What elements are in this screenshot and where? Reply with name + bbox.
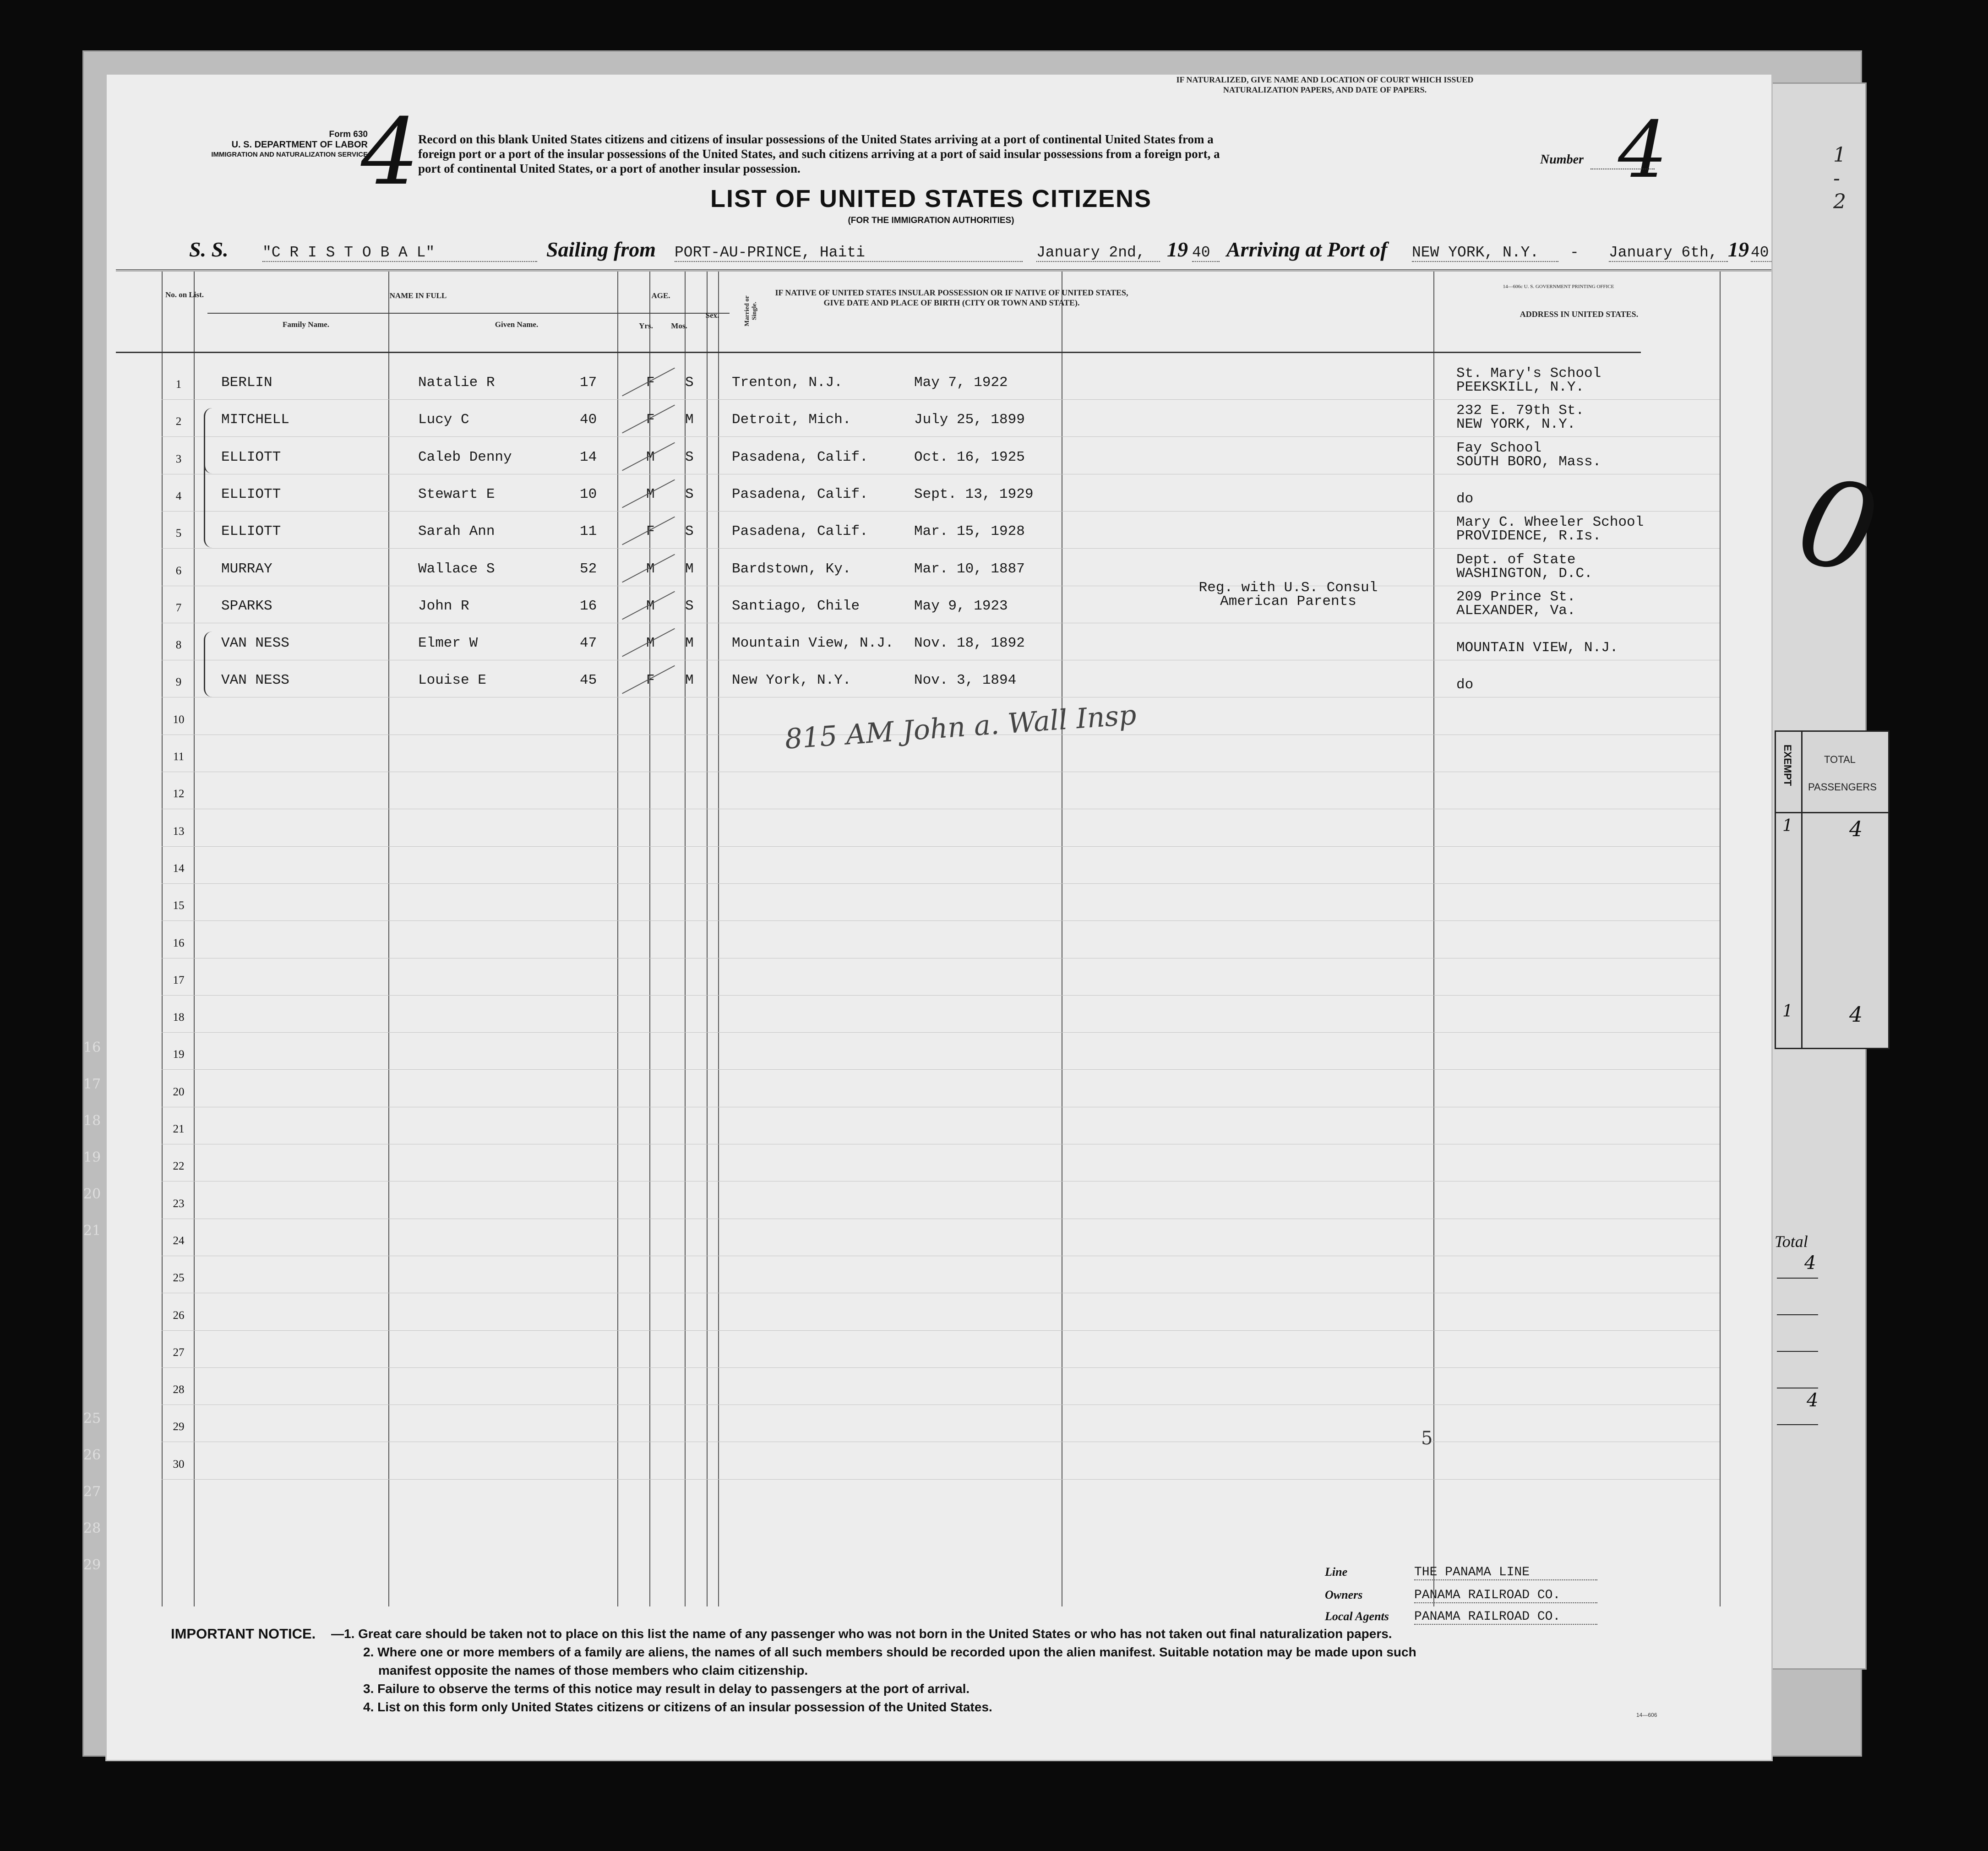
row-number: 5: [175, 527, 182, 540]
row-number: 26: [173, 1309, 185, 1322]
arrival-date: January 6th,: [1609, 244, 1728, 262]
row-number: 1: [175, 378, 182, 391]
age-years: 10: [580, 486, 597, 502]
row-number: 19: [173, 1048, 185, 1061]
age-years: 14: [580, 449, 597, 465]
row-number: 4: [175, 490, 182, 502]
address-line-2: PROVIDENCE, R.Is.: [1456, 528, 1601, 544]
row-rule: [162, 846, 1720, 847]
marital-status: S: [685, 449, 694, 465]
age-years: 45: [580, 672, 597, 689]
address-line-2: PEEKSKILL, N.Y.: [1456, 379, 1585, 395]
birth-date: Nov. 18, 1892: [914, 635, 1025, 652]
row-number: 8: [175, 639, 182, 652]
address-line-2: NEW YORK, N.Y.: [1456, 416, 1576, 433]
col-line-naturalized: [1433, 272, 1434, 1606]
margin-number: 27: [83, 1484, 101, 1500]
age-years: 52: [580, 561, 597, 577]
notice-item-2b: manifest opposite the names of those members who claim citizenship.: [378, 1663, 808, 1677]
ss-label: S. S.: [189, 238, 229, 261]
address-line-2: do: [1456, 490, 1474, 507]
col-yrs: Yrs.: [639, 321, 653, 330]
row-number: 14: [173, 862, 185, 875]
col-line-family: [388, 272, 389, 1606]
row-number: 22: [173, 1160, 185, 1173]
tally-row2-value: 4: [1849, 1002, 1863, 1027]
margin-number: 21: [83, 1223, 101, 1239]
sail-date: January 2nd,: [1036, 244, 1160, 262]
row-rule: [162, 1032, 1720, 1033]
page-subtitle: (FOR THE IMMIGRATION AUTHORITIES): [848, 216, 1014, 225]
marital-status: S: [685, 375, 694, 391]
family-name: MURRAY: [221, 561, 272, 577]
col-line-given: [617, 272, 618, 1606]
record-line-2: foreign port or a port of the insular possessions of the United States, and such citizens arriving at a port of said insular possessions from a foreign port, a: [418, 147, 1220, 161]
marital-status: S: [685, 598, 694, 614]
marital-status: M: [685, 561, 694, 577]
birth-place: Pasadena, Calif.: [732, 523, 868, 540]
birth-date: May 9, 1923: [914, 598, 1008, 614]
sex: F: [646, 375, 655, 391]
margin-number: 29: [83, 1557, 101, 1573]
given-name: Louise E: [418, 672, 486, 689]
tally-row2-left: 1: [1782, 1002, 1793, 1021]
margin-number: 18: [83, 1113, 101, 1129]
family-bracket: [204, 632, 213, 697]
corner-mark: 1 - 2: [1833, 143, 1846, 213]
ship-name: "C R I S T O B A L": [262, 244, 537, 262]
record-instructions: [418, 132, 1590, 176]
age-years: 47: [580, 635, 597, 652]
address-line-1: Fay School: [1456, 440, 1542, 456]
row-number: 9: [175, 676, 182, 689]
birth-date: Nov. 3, 1894: [914, 672, 1017, 689]
family-name: ELLIOTT: [221, 486, 281, 502]
arrival-year-prefix: 19: [1728, 238, 1749, 261]
given-name: John R: [418, 598, 469, 614]
given-name: Wallace S: [418, 561, 495, 577]
number-label: Number: [1540, 152, 1584, 167]
row-rule: [162, 1330, 1720, 1331]
row-number: 7: [175, 601, 182, 614]
address-line-2: SOUTH BORO, Mass.: [1456, 453, 1601, 470]
age-years: 11: [580, 523, 597, 540]
margin-number: 25: [83, 1410, 101, 1426]
tally-exempt-header: EXEMPT: [1782, 744, 1794, 786]
sex: M: [646, 635, 655, 652]
stray-mark: 5: [1421, 1428, 1433, 1449]
row-number: 23: [173, 1197, 185, 1210]
arrival-dash: -: [1570, 244, 1579, 261]
address-line-1: Mary C. Wheeler School: [1456, 514, 1644, 531]
col-age: AGE.: [651, 291, 670, 300]
row-number: 20: [173, 1085, 185, 1098]
tally-divider-v: [1801, 732, 1803, 1048]
row-number: 17: [173, 974, 185, 986]
from-port: PORT-AU-PRINCE, Haiti: [675, 244, 1023, 262]
birth-place: Mountain View, N.J.: [732, 635, 894, 652]
check-mark: [622, 442, 675, 471]
line-label: Line: [1325, 1565, 1348, 1579]
sail-year-prefix: 19: [1167, 238, 1188, 261]
row-number: 13: [173, 825, 185, 838]
row-number: 29: [173, 1421, 185, 1433]
side-tally-box: [1775, 730, 1890, 1049]
birth-place: Pasadena, Calif.: [732, 486, 868, 502]
age-years: 16: [580, 598, 597, 614]
row-number: 25: [173, 1272, 185, 1285]
birth-place: Pasadena, Calif.: [732, 449, 868, 465]
row-number: 6: [175, 564, 182, 577]
birth-place: Trenton, N.J.: [732, 375, 843, 391]
row-number: 21: [173, 1123, 185, 1135]
total-line: [1777, 1424, 1818, 1425]
row-rule: [162, 1479, 1720, 1480]
row-number: 27: [173, 1346, 185, 1359]
arrival-year: 40: [1751, 244, 1771, 262]
check-mark: [622, 405, 675, 434]
row-rule: [162, 511, 1720, 512]
margin-scrawl: 0: [1786, 451, 1890, 602]
total-value-2: 4: [1807, 1390, 1819, 1411]
row-number: 16: [173, 936, 185, 949]
col-line-yrs: [649, 272, 650, 1606]
address-line-2: do: [1456, 677, 1474, 693]
row-rule: [162, 995, 1720, 996]
col-family: Family Name.: [283, 320, 329, 329]
birth-place: Detroit, Mich.: [732, 412, 851, 428]
margin-number: 17: [83, 1076, 101, 1092]
margin-number: 26: [83, 1447, 101, 1463]
birth-date: Oct. 16, 1925: [914, 449, 1025, 465]
address-line-1: 232 E. 79th St.: [1456, 403, 1585, 419]
check-mark: [622, 517, 675, 545]
total-label: Total: [1775, 1232, 1808, 1251]
tally-passengers-header: PASSENGERS: [1808, 781, 1877, 793]
check-mark: [622, 479, 675, 508]
check-mark: [622, 368, 675, 397]
birth-date: Sept. 13, 1929: [914, 486, 1034, 502]
notice-heading: IMPORTANT NOTICE.: [171, 1626, 316, 1642]
naturalized-note-2: American Parents: [1220, 593, 1356, 610]
address-line-1: 209 Prince St.: [1456, 588, 1576, 605]
marital-status: M: [685, 412, 694, 428]
row-number: 24: [173, 1234, 185, 1247]
notice-item-3: 3. Failure to observe the terms of this notice may result in delay to passengers at the port of arrival.: [363, 1682, 970, 1696]
given-name: Caleb Denny: [418, 449, 512, 465]
check-mark: [622, 628, 675, 657]
margin-number: 20: [83, 1186, 101, 1202]
col-line-mos: [685, 272, 686, 1606]
birth-date: Mar. 15, 1928: [914, 523, 1025, 540]
family-bracket: [204, 408, 213, 548]
col-address: ADDRESS IN UNITED STATES.: [1520, 310, 1639, 319]
birth-place: New York, N.Y.: [732, 672, 851, 689]
sex: M: [646, 598, 655, 614]
agents-value: PANAMA RAILROAD CO.: [1414, 1610, 1597, 1625]
row-number: 3: [175, 452, 182, 465]
total-line: [1777, 1278, 1818, 1279]
sex: F: [646, 672, 655, 689]
total-value-1: 4: [1804, 1252, 1816, 1274]
col-mos: Mos.: [671, 321, 687, 330]
tally-divider-h: [1776, 812, 1888, 813]
col-line-sex: [707, 272, 708, 1606]
birth-place: Santiago, Chile: [732, 598, 860, 614]
check-mark: [622, 554, 675, 583]
check-mark: [622, 665, 675, 694]
row-number: 12: [173, 788, 185, 800]
col-line-ms: [718, 272, 719, 1606]
header-bottom-rule: [116, 352, 1641, 353]
owners-value: PANAMA RAILROAD CO.: [1414, 1588, 1597, 1603]
name-in-full-rule: [207, 313, 730, 314]
row-number: 10: [173, 713, 185, 726]
notice-code: 14—606: [1636, 1712, 1657, 1718]
notice-item-1: —1. Great care should be taken not to place on this list the name of any passenger who was not born in the United States or who has not taken out final naturalization papers.: [331, 1627, 1392, 1641]
row-number: 15: [173, 899, 185, 912]
col-given: Given Name.: [495, 320, 539, 329]
sail-year: 40: [1192, 244, 1220, 262]
marital-status: S: [685, 523, 694, 540]
agents-label: Local Agents: [1325, 1610, 1389, 1623]
printing-office-code: 14—606c U. S. GOVERNMENT PRINTING OFFICE: [1503, 284, 1614, 289]
family-name: ELLIOTT: [221, 449, 281, 465]
handwritten-page-number: 4: [361, 99, 419, 206]
arriving-label: Arriving at Port of: [1226, 238, 1388, 261]
form-header: [153, 130, 368, 160]
sex: F: [646, 412, 655, 428]
family-name: VAN NESS: [221, 672, 289, 689]
family-name: ELLIOTT: [221, 523, 281, 540]
col-birth: IF NATIVE OF UNITED STATES INSULAR POSSESSION OR IF NATIVE OF UNITED STATES, GIVE DATE AND PLACE OF BIRTH (CITY OR TOWN AND STATE).: [775, 288, 1128, 307]
tally-total-header: TOTAL: [1824, 754, 1856, 765]
address-line-2: WASHINGTON, D.C.: [1456, 565, 1593, 582]
owners-label: Owners: [1325, 1588, 1363, 1601]
given-name: Lucy C: [418, 412, 469, 428]
naturalized-note-1: Reg. with U.S. Consul: [1198, 579, 1378, 596]
sex: M: [646, 486, 655, 502]
margin-number: 28: [83, 1520, 101, 1536]
address-line-1: St. Mary's School: [1456, 365, 1601, 381]
record-line-3: port of continental United States, or a port of another insular possession.: [418, 162, 801, 175]
family-name: VAN NESS: [221, 635, 289, 652]
record-line-1: Record on this blank United States citizens and citizens of insular possessions of the United States arriving at a port of continental United States from a: [418, 132, 1214, 146]
given-name: Sarah Ann: [418, 523, 495, 540]
col-no: No. on List.: [165, 290, 204, 299]
row-rule: [162, 920, 1720, 921]
marital-status: M: [685, 635, 694, 652]
tally-row1-left: 1: [1782, 817, 1793, 835]
given-name: Stewart E: [418, 486, 495, 502]
number-value: 4: [1618, 105, 1668, 196]
birth-place: Bardstown, Ky.: [732, 561, 851, 577]
row-number: 18: [173, 1011, 185, 1024]
birth-date: Mar. 10, 1887: [914, 561, 1025, 577]
address-line-1: Dept. of State: [1456, 551, 1576, 568]
page-title: LIST OF UNITED STATES CITIZENS: [710, 185, 1152, 212]
given-name: Elmer W: [418, 635, 478, 652]
row-number: 28: [173, 1383, 185, 1396]
col-line-address: [1720, 272, 1721, 1606]
given-name: Natalie R: [418, 375, 495, 391]
notice-item-2: 2. Where one or more members of a family are aliens, the names of all such members should be recorded upon the alien manifest. Suitable notation may be made upon such: [363, 1645, 1416, 1659]
inspector-signature: 815 AM John a. Wall Insp: [784, 699, 1138, 756]
birth-date: May 7, 1922: [914, 375, 1008, 391]
address-line-2: ALEXANDER, Va.: [1456, 602, 1576, 619]
table-top-border: [116, 269, 1771, 271]
row-number: 30: [173, 1458, 185, 1470]
total-line: [1777, 1351, 1818, 1352]
row-number: 2: [175, 415, 182, 428]
col-sex: Sex.: [705, 311, 719, 320]
sex: F: [646, 523, 655, 540]
sailing-label: Sailing from: [546, 238, 656, 261]
margin-number: 16: [83, 1040, 101, 1056]
department: U. S. DEPARTMENT OF LABOR: [231, 140, 368, 150]
marital-status: M: [685, 672, 694, 689]
row-rule: [162, 1069, 1720, 1070]
family-name: SPARKS: [221, 598, 272, 614]
address-line-2: MOUNTAIN VIEW, N.J.: [1456, 640, 1618, 656]
total-line: [1777, 1314, 1818, 1315]
tally-row1-value: 4: [1849, 817, 1863, 841]
row-rule: [162, 548, 1720, 549]
age-years: 40: [580, 412, 597, 428]
sex: M: [646, 561, 655, 577]
birth-date: July 25, 1899: [914, 412, 1025, 428]
row-rule: [162, 1367, 1720, 1368]
row-rule: [162, 883, 1720, 884]
family-name: MITCHELL: [221, 412, 289, 428]
marital-status: S: [685, 486, 694, 502]
line-value: THE PANAMA LINE: [1414, 1565, 1597, 1580]
row-rule: [162, 436, 1720, 437]
sex: M: [646, 449, 655, 465]
col-married: Married or Single.: [744, 295, 758, 327]
arrival-port: NEW YORK, N.Y.: [1412, 244, 1558, 262]
age-years: 17: [580, 375, 597, 391]
notice-item-4: 4. List on this form only United States citizens or citizens of an insular possession of the United States.: [363, 1700, 992, 1714]
family-name: BERLIN: [221, 375, 272, 391]
col-line-no: [194, 272, 195, 1606]
check-mark: [622, 591, 675, 620]
margin-number: 19: [83, 1149, 101, 1165]
service: IMMIGRATION AND NATURALIZATION SERVICE: [211, 151, 368, 158]
col-name-in-full: NAME IN FULL: [389, 291, 447, 300]
row-number: 11: [173, 751, 185, 763]
col-line-left: [162, 272, 163, 1606]
form-number: Form 630: [329, 130, 368, 139]
row-rule: [162, 399, 1720, 400]
col-naturalized: IF NATURALIZED, GIVE NAME AND LOCATION OF COURT WHICH ISSUED NATURALIZATION PAPERS, AND DATE OF PAPERS.: [1176, 75, 1474, 94]
